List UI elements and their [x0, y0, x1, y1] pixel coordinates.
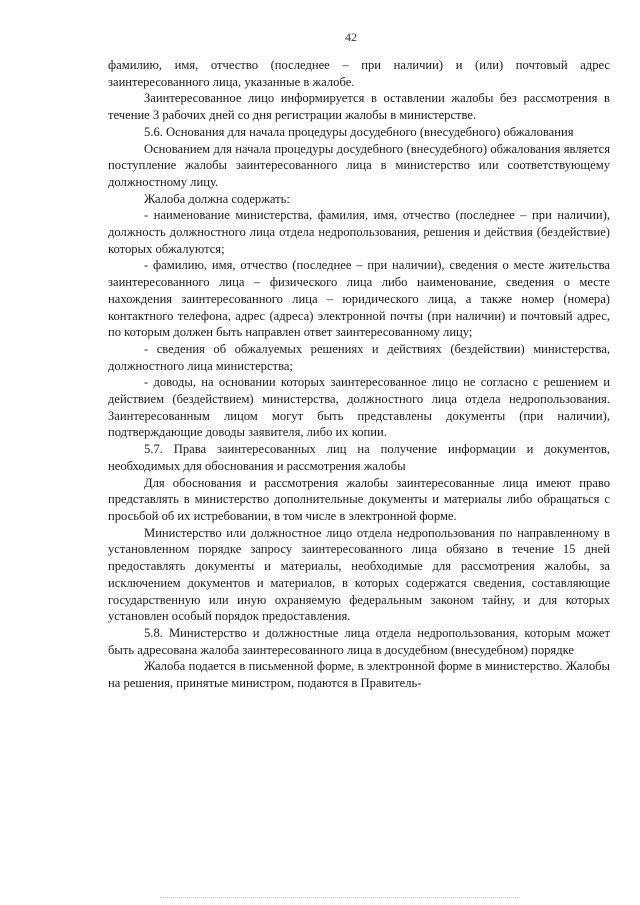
- paragraph: Жалоба должна содержать:: [144, 191, 290, 206]
- paragraph: Заинтересованное лицо информируется в оставлении жалобы без рассмотрения в течение 3 рабочих дней со дня регистрации жалобы в министерстве.: [108, 91, 610, 123]
- paragraph: Основанием для начала процедуры досудебного (внесудебного) обжалования является поступление жалобы заинтересованного лица в министерство или соответствующему должностному лицу.: [108, 141, 610, 189]
- footer-scan-edge: [160, 897, 520, 899]
- document-body: [108, 57, 610, 692]
- paragraph: Жалоба подается в письменной форме, в электронной форме в министерство. Жалобы на решения, принятые министром, подаются в Правитель-: [108, 659, 610, 691]
- page-number: 42: [345, 30, 357, 44]
- list-item: - доводы, на основании которых заинтересованное лицо не согласно с решением и действием (бездействием) министерства, должностного лица отдела недропользования. Заинтересованным лицом могут быть представлены документы (при наличии), подтверждающие доводы заявителя, либо их копии.: [108, 375, 610, 440]
- list-item: - наименование министерства, фамилия, имя, отчество (последнее – при наличии), должность должностного лица отдела недропользования, решения и действия (бездействие) которых обжалуются;: [108, 208, 610, 256]
- section-heading: 5.7. Права заинтересованных лиц на получение информации и документов, необходимых для обоснования и рассмотрения жалобы: [108, 442, 610, 473]
- list-item: - сведения об обжалуемых решениях и действиях (бездействии) министерства, должностного лица министерства;: [108, 341, 610, 373]
- section-heading: 5.8. Министерство и должностные лица отдела недропользования, которым может быть адресована жалоба заинтересованного лица в досудебном (внесудебном) порядке: [108, 625, 610, 657]
- paragraph: Министерство или должностное лицо отдела недропользования по направленному в установленном порядке запросу заинтересованного лица обязано в течение 15 дней предоставлять документы и материалы, необходимые для рассмотрения жалобы, за исключением документов и материалов, в которых содержатся сведения, составляющие государственную или иную охраняемую федеральным законом тайну, и для которых установлен особый порядок предоставления.: [108, 525, 610, 624]
- paragraph: Для обоснования и рассмотрения жалобы заинтересованные лица имеют право представлять в министерство дополнительные документы и материалы либо обращаться с просьбой об их истребовании, в том числе в электронной форме.: [108, 475, 610, 523]
- paragraph: фамилию, имя, отчество (последнее – при наличии) и (или) почтовый адрес заинтересованного лица, указанные в жалобе.: [108, 58, 610, 89]
- list-item: - фамилию, имя, отчество (последнее – при наличии), сведения о месте жительства заинтересованного лица – физического лица либо наименование, сведения о месте нахождения заинтересованного лица – юридического лица, а также номер (номера) контактного телефона, адрес (адреса) электронной почты (при наличии) и почтовый адрес, по которым должен быть направлен ответ заинтересованному лицу;: [108, 258, 610, 340]
- section-heading: 5.6. Основания для начала процедуры досудебного (внесудебного) обжалования: [144, 124, 574, 139]
